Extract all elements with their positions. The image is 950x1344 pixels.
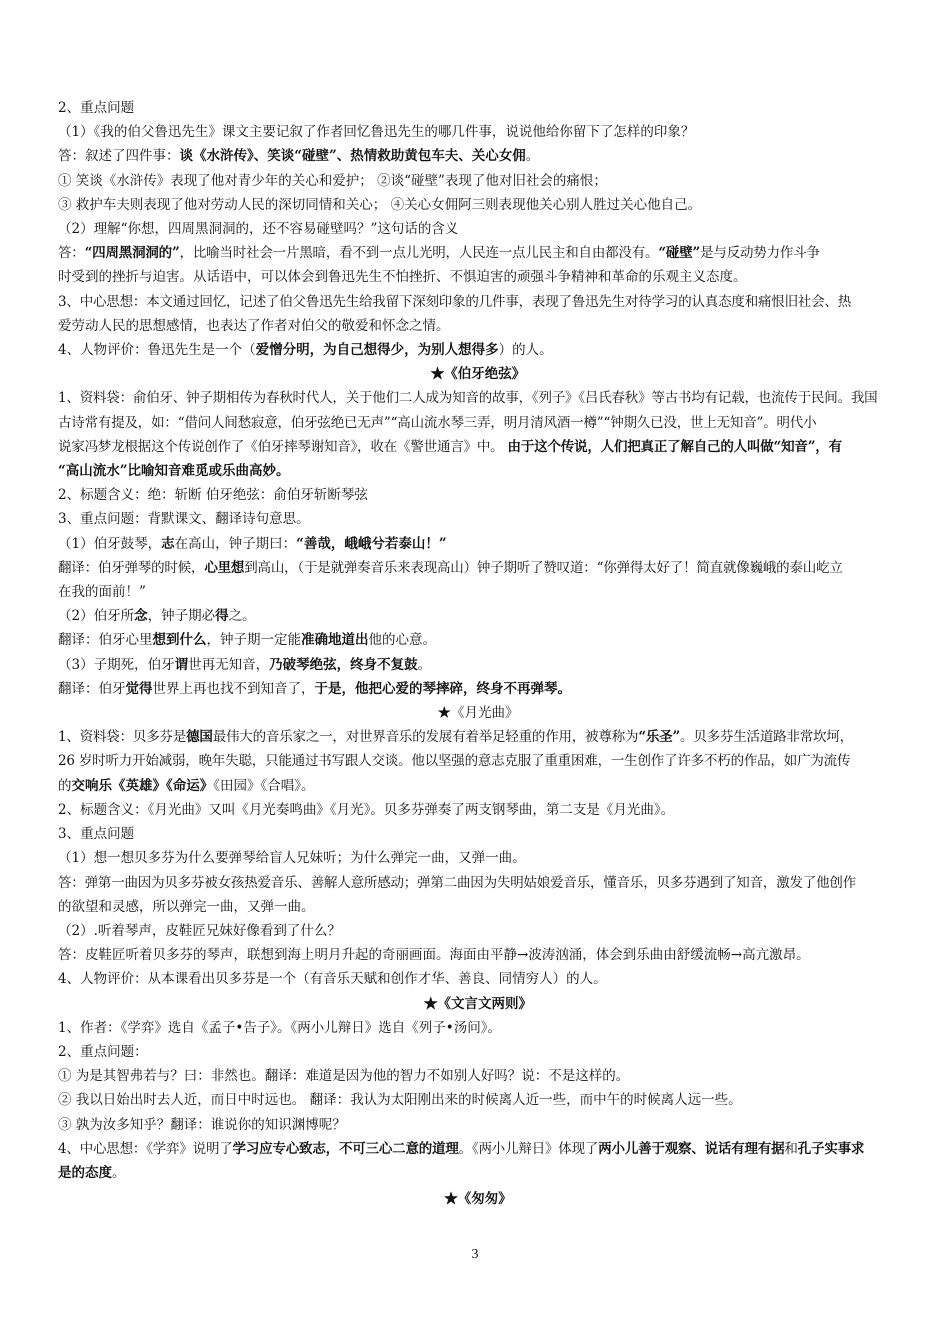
text-line (58, 749, 898, 773)
text: 的 (58, 777, 72, 794)
bold-text: 乃破琴绝弦，终身不复鼓 (269, 656, 418, 673)
text-line (58, 580, 898, 604)
question (58, 846, 898, 870)
text: 答： (58, 245, 85, 262)
bold-text: “善哉，峨峨兮若泰山！” (296, 535, 447, 552)
bold-text: “碰壁” (658, 245, 701, 262)
text: ③ 救护车夫则表现了他对劳动人民的深切同情和关心； ④关心女佣阿三则表现他关心别人胜过关心他自己。 (58, 196, 702, 213)
text-line (58, 653, 898, 677)
text: 3、重点问题：背默课文、翻译诗句意思。 (58, 511, 310, 528)
text: ，比喻当时社会一片黑暗，看不到一点儿光明，人民连一点儿民主和自由都没有。 (179, 245, 659, 262)
text: 3、中心思想：本文通过回忆，记述了伯父鲁迅先生给我留下深刻印象的几件事，表现了鲁迅先生对待学习的认真态度和痛恨旧社会、热 (58, 293, 852, 310)
text: 之。 (228, 608, 256, 625)
document-body (58, 96, 898, 1211)
text: ★《月光曲》 (437, 705, 519, 722)
text: 1、资料袋：贝多芬是 (58, 729, 187, 746)
bold-text: 学习应专心致志，不可三心二意的道理 (232, 1140, 459, 1157)
bold-text: 谓 (174, 656, 189, 673)
text: 。《两小儿辩日》体现了 (458, 1140, 599, 1157)
bold-text: 准确地道出 (301, 632, 369, 649)
text-line (58, 1016, 898, 1040)
text-line (58, 604, 898, 628)
bold-text: ★《伯牙绝弦》 (430, 366, 526, 383)
text: ② 我以日始出时去人近，而日中时远也。 翻译：我认为太阳刚出来的时候离人近一些，而中午的时候离人远一些。 (58, 1092, 742, 1109)
text-line (58, 774, 898, 798)
lesson-title (58, 992, 898, 1016)
page-number: 3 (471, 1247, 479, 1262)
text: 《田园》《合唱》。 (213, 777, 315, 794)
text-line (58, 483, 898, 507)
text: 2、重点问题： (58, 1043, 148, 1060)
question (58, 120, 898, 144)
text-line (58, 677, 898, 701)
text: 26 岁时听力开始减弱，晚年失聪，只能通过书写跟人交谈。他以坚强的意志克服了重重困难，一生创作了许多不朽的作品，如广为流传 (58, 753, 851, 770)
text: 翻译：伯牙心里 (58, 632, 153, 649)
answer (58, 943, 898, 967)
question (58, 919, 898, 943)
text-line (58, 338, 898, 362)
text-line (58, 459, 898, 483)
bold-text: ★《文言文两则》 (424, 995, 532, 1012)
bold-text: 德国 (186, 729, 213, 746)
text-line (58, 435, 898, 459)
bold-text: 是的态度 (58, 1164, 112, 1181)
text: 答：弹第一曲因为贝多芬被女孩热爱音乐、善解人意所感动；弹第二曲因为失明姑娘爱音乐，懂音乐，贝多芬遇到了知音，激发了他创作 (58, 874, 856, 891)
bold-text: 爱憎分明，为自己想得少，为别人想得多 (255, 342, 499, 359)
bold-text: 心里想 (204, 559, 245, 576)
text: 爱劳动人民的思想感情，也表达了作者对伯父的敬爱和怀念之情。 (58, 317, 450, 334)
text-line (58, 314, 898, 338)
text: 世再无知音， (188, 656, 270, 673)
text: 世界上再也找不到知音了， (152, 680, 315, 697)
text-line (58, 967, 898, 991)
text: 他的心意。 (368, 632, 436, 649)
text-line (58, 725, 898, 749)
bold-text: ★《匆匆》 (444, 1191, 512, 1208)
text: ，钟子期必 (147, 608, 216, 625)
text-line (58, 193, 898, 217)
answer (58, 871, 898, 895)
bold-text: “高山流水”比喻知音难觅或乐曲高妙。 (58, 463, 290, 480)
text: 1、资料袋：俞伯牙、钟子期相传为春秋时代人，关于他们二人成为知音的故事，《列子》《吕氏春秋》等古书均有记载，也流传于民间。我国 (58, 390, 878, 407)
text: （1）想一想贝多芬为什么要弹琴给盲人兄妹听；为什么弹完一曲，又弹一曲。 (58, 850, 526, 867)
text: 最伟大的音乐家之一，对世界音乐的发展有着举足轻重的作用，被尊称为 (212, 729, 639, 746)
text: 2、重点问题 (58, 100, 135, 116)
answer (58, 144, 898, 168)
text: 2、标题含义：《月光曲》又叫《月光奏鸣曲》《月光》。贝多芬弹奏了两支钢琴曲，第二支是《月光曲》。 (58, 801, 675, 818)
text: 是与反动势力作斗争 (700, 245, 820, 262)
bold-text: 志 (161, 535, 175, 552)
text-line (58, 411, 898, 435)
text: 2、标题含义：绝：斩断 伯牙绝弦：俞伯牙斩断琴弦 (58, 487, 368, 504)
lesson-title (58, 1187, 898, 1211)
text-line (58, 265, 898, 289)
text: 1、作者：《学弈》选自《孟子•告子》。《两小儿辩日》选自《列子•汤问》。 (58, 1019, 502, 1036)
lesson-title (58, 701, 898, 725)
text: 的欲望和灵感，所以弹完一曲，又弹一曲。 (58, 898, 315, 915)
bold-text: 谈《水浒传》、笑谈“碰壁”、热情救助黄包车夫、关心女佣 (179, 148, 526, 165)
text-line (58, 1137, 898, 1161)
text: 。 (417, 656, 432, 673)
text-line (58, 1113, 898, 1137)
text: （1）《我的伯父鲁迅先生》课文主要记叙了作者回忆鲁迅先生的哪几件事，说说他给你留下了怎样的印象？ (58, 124, 695, 141)
text: （1）伯牙鼓琴， (58, 535, 162, 552)
text-line (58, 169, 898, 193)
text: 翻译：伯牙 (58, 680, 126, 697)
text-line (58, 822, 898, 846)
text-line (58, 556, 898, 580)
text: （2）.听着琴声，皮鞋匠兄妹好像看到了什么？ (58, 922, 341, 939)
text: ③ 孰为汝多知乎？翻译：谁说你的知识渊博呢？ (58, 1116, 346, 1133)
text: ① 为是其智弗若与？曰：非然也。翻译：难道是因为他的智力不如别人好吗？说：不是这样的。 (58, 1068, 630, 1085)
lesson-title (58, 362, 898, 386)
question (58, 217, 898, 241)
text-line (58, 1064, 898, 1088)
section-heading (58, 96, 898, 120)
text: 到高山，（于是就弹奏音乐来表现高山）钟子期听了赞叹道：“你弹得太好了！简直就像巍峨的泰山屹立 (244, 559, 843, 576)
text: 和 (784, 1140, 798, 1157)
text-line (58, 532, 898, 556)
bold-text: 交响乐《英雄》《命运》 (71, 777, 214, 794)
text: （2）伯牙所 (58, 608, 135, 625)
bold-text: 孔子实事求 (797, 1140, 865, 1157)
text: 3、重点问题 (58, 826, 135, 843)
text: 。 (112, 1164, 126, 1181)
text: 在我的面前！” (58, 584, 146, 601)
text: 答：叙述了四件事： (58, 148, 180, 165)
text: （3）子期死，伯牙 (58, 656, 175, 673)
bold-text: 觉得 (125, 680, 153, 697)
text-line (58, 1040, 898, 1064)
bold-text: “乐圣” (638, 729, 681, 746)
text-line (58, 895, 898, 919)
text-line (58, 628, 898, 652)
bold-text: 得 (215, 608, 229, 625)
text-line (58, 386, 898, 410)
text: 古诗常有提及，如：“借问人间愁寂意，伯牙弦绝已无声”“高山流水琴三弄，明月清风酒一樽”“钟期久已没，世上无知音”。明代小 (58, 414, 817, 431)
text-line (58, 507, 898, 531)
bold-text: 于是，他把心爱的琴摔碎，终身不再弹琴。 (314, 680, 571, 697)
text-line (58, 1161, 898, 1185)
text: 4、人物评价：鲁迅先生是一个（ (58, 342, 256, 359)
text-line (58, 1088, 898, 1112)
text: ）的人。 (498, 342, 553, 359)
bold-text: 由于这个传说，人们把真正了解自己的人叫做“知音”，有 (507, 438, 842, 455)
text: 。贝多芬生活道路非常坎坷， (680, 729, 853, 746)
text: 答：皮鞋匠听着贝多芬的琴声，联想到海上明月升起的奇丽画面。海面由平静→波涛汹涌，体会到乐曲由舒缓流畅→高亢激昂。 (58, 947, 810, 964)
text: 说家冯梦龙根据这个传说创作了《伯牙摔琴谢知音》，收在《警世通言》中。 (58, 438, 508, 455)
answer (58, 241, 898, 265)
text: 。 (525, 148, 540, 165)
text: ① 笑谈《水浒传》表现了他对青少年的关心和爱护； ②谈“碰壁”表现了他对旧社会的痛恨； (58, 172, 607, 189)
text-line (58, 290, 898, 314)
text: 在高山，钟子期曰： (174, 535, 297, 552)
text: 时受到的挫折与迫害。从话语中，可以体会到鲁迅先生不怕挫折、不惧迫害的顽强斗争精神和革命的乐观主义态度。 (58, 269, 747, 286)
text-line (58, 798, 898, 822)
bold-text: 想到什么 (152, 632, 207, 649)
text: 4、人物评价：从本课看出贝多芬是一个（有音乐天赋和创作才华、善良、同情穷人）的人。 (58, 971, 607, 988)
bold-text: 两小儿善于观察、说话有理有据 (598, 1140, 785, 1157)
bold-text: “四周黑洞洞的” (84, 245, 180, 262)
bold-text: 念 (134, 608, 148, 625)
text: （2）理解“你想，四周黑洞洞的，还不容易碰壁吗？”这句话的含义 (58, 221, 459, 238)
text: 4、中心思想：《学弈》说明了 (58, 1140, 233, 1157)
text: 翻译：伯牙弹琴的时候， (58, 559, 205, 576)
text: ，钟子期一定能 (206, 632, 301, 649)
